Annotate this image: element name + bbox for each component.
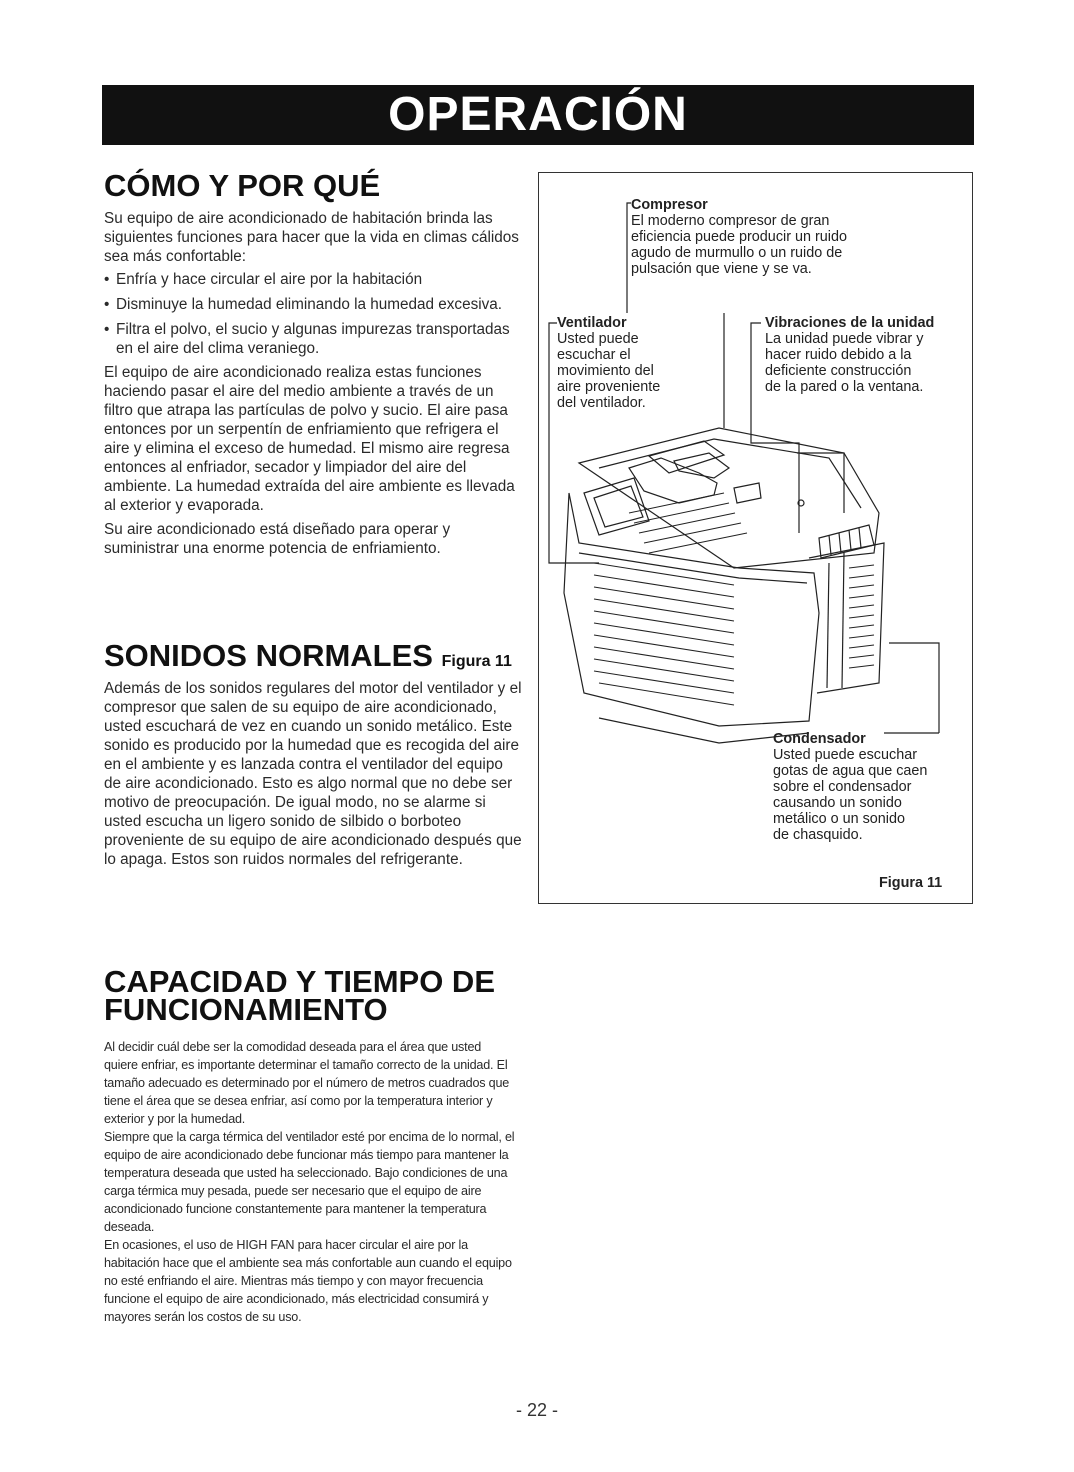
capacidad-paragraph-2: Siempre que la carga térmica del ventilador esté por encima de lo normal, el equipo de aire acondicionado debe funcionar más tiempo para mantener la temperatura deseada que usted ha seleccionado. Bajo condiciones de una carga térmica muy pesada, puede ser necesario que el equipo de aire acondicionado funcione constantemente para mantener la temperatura deseada. [104, 1130, 515, 1234]
como-heading: CÓMO Y POR QUÉ [104, 168, 381, 203]
como-bullet-1: • Enfría y hace circular el aire por la habitación [104, 270, 524, 289]
vibraciones-callout [765, 315, 934, 395]
capacidad-paragraph-1: Al decidir cuál debe ser la comodidad deseada para el área que usted quiere enfriar, es importante determinar el tamaño correcto de la unidad. El tamaño adecuado es determinado por el número de metros cuadrados que tiene el área que se desea enfriar, así como por la temperatura interior y exterior y por la humedad. [104, 1040, 510, 1126]
figure-caption: Figura 11 [879, 875, 943, 891]
compresor-line-4: pulsación que viene y se va. [631, 261, 812, 277]
ventilador-line-1: Usted puede [557, 331, 639, 347]
sonidos-heading [104, 640, 524, 671]
capacidad-paragraph-3: En ocasiones, el uso de HIGH FAN para hacer circular el aire por la habitación hace que el ambiente sea más confortable aun cuando el equipo no esté enfriando el aire. Mientras más tiempo y con mayor frecuencia funcione el equipo de aire acondicionado, más electricidad consumirá y mayores serán los costos de su uso. [104, 1238, 512, 1324]
condensador-line-4: causando un sonido [773, 795, 902, 811]
condensador-line-1: Usted puede escuchar [773, 747, 917, 763]
sonidos-heading-text: SONIDOS NORMALES [104, 638, 433, 673]
capacidad-heading [104, 964, 524, 1027]
compresor-line-2: eficiencia puede producir un ruido [631, 229, 848, 245]
compresor-line-3: agudo de murmullo o un ruido de [631, 245, 843, 261]
como-intro: Su equipo de aire acondicionado de habitación brinda las siguientes funciones para hacer que la vida en climas cálidos sea más confortable: [104, 210, 519, 265]
capacidad-heading-line-1: CAPACIDAD Y TIEMPO DE [104, 964, 495, 999]
sonidos-heading-figure-ref: Figura 11 [441, 653, 512, 670]
condensador-title: Condensador [773, 731, 866, 747]
sonidos-paragraph: Además de los sonidos regulares del motor del ventilador y el compresor que salen de su equipo de aire acondicionado, usted escuchará de vez en cuando un sonido metálico. Este sonido es producido por la humedad que es recogida del aire en el ambiente y es lanzada contra el ventilador del equipo de aire acondicionado. Esto es algo normal que no debe ser motivo de preocupación. De igual modo, no se alarme si usted escucha un ligero sonido de silbido o borboteo proveniente de su equipo de aire acondicionado después que lo apaga. Estos son ruidos normales del refrigerante. [104, 680, 522, 868]
vibraciones-line-2: hacer ruido debido a la [765, 347, 912, 363]
capacidad-heading-line-2: FUNCIONAMIENTO [104, 992, 388, 1027]
condensador-line-2: gotas de agua que caen [773, 763, 928, 779]
como-bullet-list [104, 270, 524, 358]
como-paragraph-1: El equipo de aire acondicionado realiza estas funciones haciendo pasar el aire del medio ambiente a través de un filtro que atrapa las partículas de polvo y sucio. El aire pasa entonces por un serpentín de enfriamiento que refrigera el aire y elimina el exceso de humedad. El mismo aire regresa entonces al enfriador, secador y limpiador del aire del ambiente. La humedad extraída del aire ambiente es llevada al exterior y evaporada. [104, 364, 515, 514]
condensador-line-3: sobre el condensador [773, 779, 912, 795]
ventilador-line-2: escuchar el [557, 347, 631, 363]
section-banner: OPERACIÓN [102, 85, 974, 145]
condensador-line-6: de chasquido. [773, 827, 863, 843]
figure-11-box [538, 172, 973, 904]
ventilador-callout [557, 315, 660, 411]
ventilador-line-5: del ventilador. [557, 395, 646, 411]
compresor-title: Compresor [631, 197, 708, 213]
capacidad-section [104, 964, 524, 1326]
vibraciones-line-1: La unidad puede vibrar y [765, 331, 924, 347]
como-paragraph-2: Su aire acondicionado está diseñado para operar y suministrar una enorme potencia de enfriamiento. [104, 521, 451, 557]
sonidos-section [104, 640, 524, 869]
condensador-callout [773, 731, 927, 843]
ventilador-title: Ventilador [557, 315, 627, 331]
capacidad-body [104, 1038, 516, 1326]
como-section [104, 170, 524, 558]
como-bullet-2: • Disminuye la humedad eliminando la humedad excesiva. [104, 295, 524, 314]
vibraciones-line-3: deficiente construcción [765, 363, 912, 379]
vibraciones-title: Vibraciones de la unidad [765, 315, 935, 331]
page-number: - 22 - [515, 1400, 558, 1420]
compresor-callout [631, 197, 847, 277]
vibraciones-line-4: de la pared o la ventana. [765, 379, 924, 395]
ventilador-line-3: movimiento del [557, 363, 654, 379]
como-bullet-3: • Filtra el polvo, el sucio y algunas impurezas transportadas en el aire del clima veraniego. [104, 320, 524, 358]
ventilador-line-4: aire proveniente [557, 379, 661, 395]
condensador-line-5: metálico o un sonido [773, 811, 905, 827]
compresor-line-1: El moderno compresor de gran [631, 213, 830, 229]
